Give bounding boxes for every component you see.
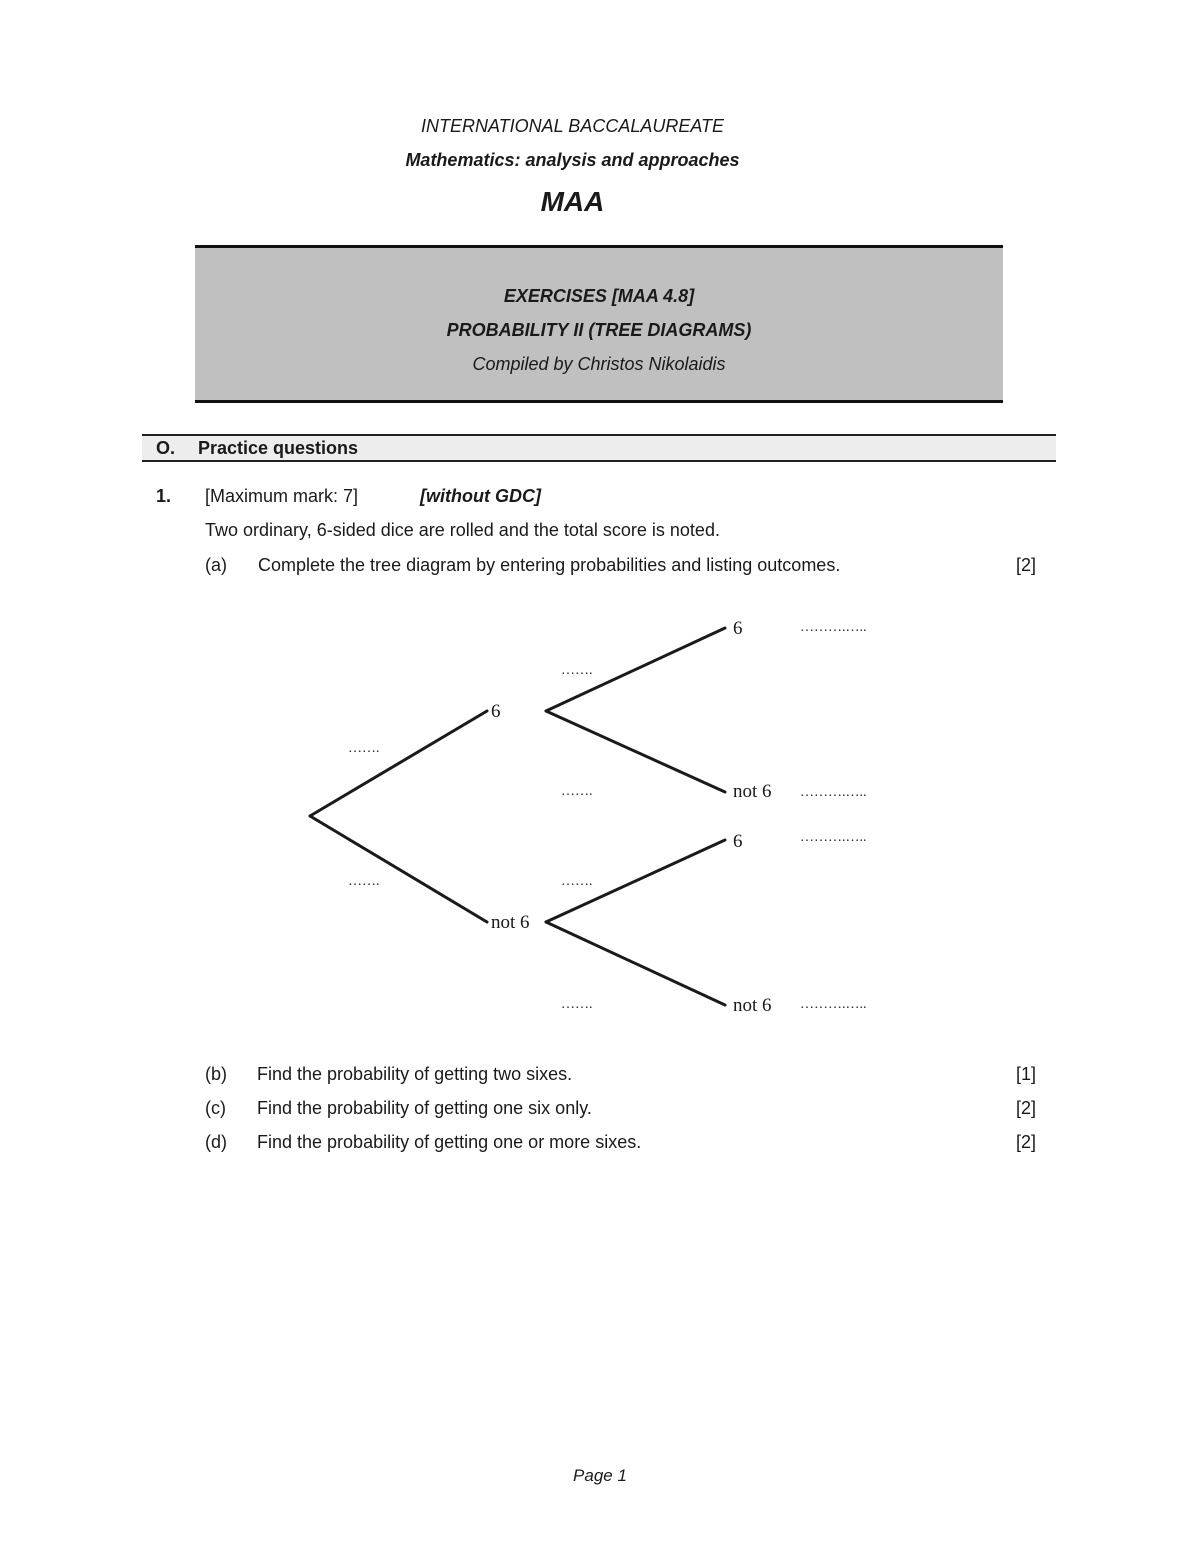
node-second-6b: 6 (733, 831, 743, 852)
part-c-label: (c) (205, 1098, 226, 1118)
subject-heading: Mathematics: analysis and approaches (405, 150, 740, 170)
node-second-6a: 6 (733, 618, 743, 639)
outcome-blank-1[interactable]: ……….….. (800, 620, 867, 635)
outcome-blank-2[interactable]: ……….….. (800, 785, 867, 800)
part-a-label: (a) (205, 555, 227, 575)
exercises-title: EXERCISES [MAA 4.8] (503, 286, 695, 306)
part-c-marks: [2] (1016, 1098, 1037, 1118)
prob-blank-not6-6[interactable]: ……. (561, 874, 593, 889)
part-b-marks: [1] (1016, 1064, 1037, 1084)
course-code: MAA (540, 186, 605, 217)
node-second-not6a: not 6 (733, 781, 772, 802)
outcome-blank-3[interactable]: ……….….. (800, 830, 867, 845)
section-number: O. (156, 438, 176, 458)
question-stem: Two ordinary, 6-sided dice are rolled and the total score is noted. (205, 520, 720, 540)
node-second-not6b: not 6 (733, 995, 772, 1016)
part-b-text: Find the probability of getting two sixes. (257, 1064, 573, 1084)
prob-blank-6-6[interactable]: ……. (561, 663, 593, 678)
branch-first-6 (310, 711, 487, 816)
branch-6-not6 (546, 711, 725, 792)
gdc-note: [without GDC] (420, 486, 541, 506)
node-first-6: 6 (491, 701, 501, 722)
page-number: Page 1 (573, 1466, 627, 1485)
prob-blank-6-not6[interactable]: ……. (561, 784, 593, 799)
part-c-text: Find the probability of getting one six only. (257, 1098, 592, 1118)
prob-blank-first-not6[interactable]: ……. (348, 874, 380, 889)
organization-heading: INTERNATIONAL BACCALAUREATE (420, 116, 725, 136)
prob-blank-first-6[interactable]: ……. (348, 741, 380, 756)
branch-not6-not6 (546, 922, 725, 1005)
topic-title: PROBABILITY II (TREE DIAGRAMS) (446, 320, 752, 340)
part-d-label: (d) (205, 1132, 227, 1152)
max-mark: [Maximum mark: 7] (205, 486, 359, 506)
branch-first-not6 (310, 816, 487, 922)
node-first-not6: not 6 (491, 912, 530, 933)
question-number: 1. (156, 486, 172, 506)
part-a-text: Complete the tree diagram by entering probabilities and listing outcomes. (258, 555, 841, 575)
author-line: Compiled by Christos Nikolaidis (472, 354, 726, 374)
prob-blank-not6-not6[interactable]: ……. (561, 997, 593, 1012)
part-d-text: Find the probability of getting one or more sixes. (257, 1132, 642, 1152)
outcome-blank-4[interactable]: ……….….. (800, 997, 867, 1012)
part-b-label: (b) (205, 1064, 227, 1084)
part-d-marks: [2] (1016, 1132, 1037, 1152)
section-title: Practice questions (198, 438, 359, 458)
part-a-marks: [2] (1016, 555, 1037, 575)
